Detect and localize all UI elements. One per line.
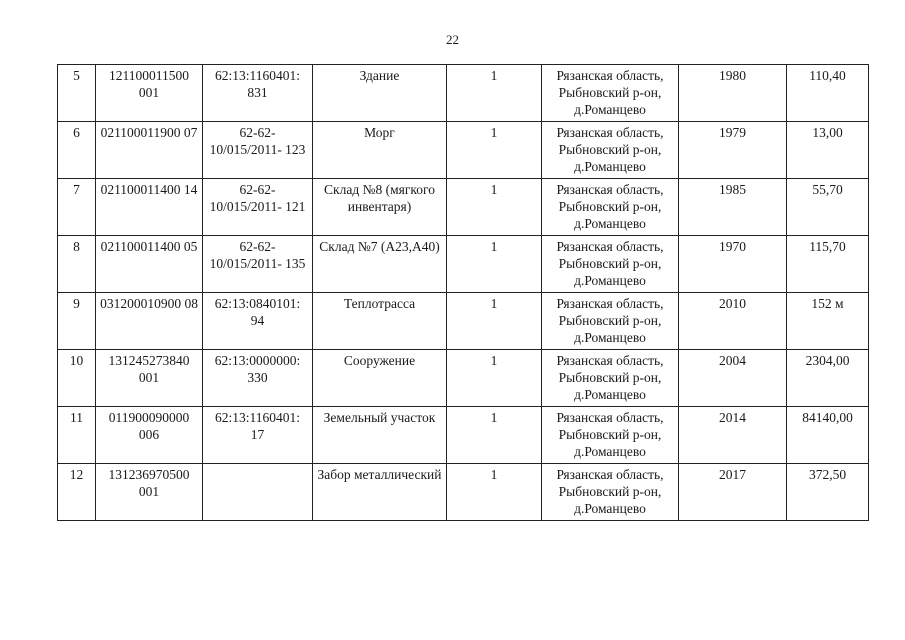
value-cell: 115,70 bbox=[787, 236, 869, 293]
quantity-cell: 1 bbox=[447, 122, 542, 179]
table-row bbox=[58, 407, 869, 464]
table-row bbox=[58, 350, 869, 407]
inventory-number-cell: 131245273840 001 bbox=[96, 350, 203, 407]
property-registry-table bbox=[57, 64, 869, 521]
object-name-cell: Теплотрасса bbox=[313, 293, 447, 350]
row-number-cell: 10 bbox=[58, 350, 96, 407]
value-cell: 13,00 bbox=[787, 122, 869, 179]
address-cell: Рязанская область, Рыбновский р-он, д.Романцево bbox=[542, 122, 679, 179]
inventory-number-cell: 131236970500 001 bbox=[96, 464, 203, 521]
cadastral-number-cell: 62:13:0000000: 330 bbox=[203, 350, 313, 407]
object-name-cell: Склад №8 (мягкого инвентаря) bbox=[313, 179, 447, 236]
row-number-cell: 12 bbox=[58, 464, 96, 521]
cadastral-number-cell: 62-62- 10/015/2011- 135 bbox=[203, 236, 313, 293]
inventory-number-cell: 031200010900 08 bbox=[96, 293, 203, 350]
value-cell: 110,40 bbox=[787, 65, 869, 122]
row-number-cell: 8 bbox=[58, 236, 96, 293]
address-cell: Рязанская область, Рыбновский р-он, д.Романцево bbox=[542, 350, 679, 407]
cadastral-number-cell: 62-62- 10/015/2011- 121 bbox=[203, 179, 313, 236]
table-row bbox=[58, 65, 869, 122]
table-row bbox=[58, 179, 869, 236]
year-cell: 1980 bbox=[679, 65, 787, 122]
address-cell: Рязанская область, Рыбновский р-он, д.Романцево bbox=[542, 179, 679, 236]
year-cell: 1985 bbox=[679, 179, 787, 236]
quantity-cell: 1 bbox=[447, 407, 542, 464]
table-body bbox=[58, 65, 869, 521]
address-cell: Рязанская область, Рыбновский р-он, д.Романцево bbox=[542, 407, 679, 464]
row-number-cell: 5 bbox=[58, 65, 96, 122]
quantity-cell: 1 bbox=[447, 236, 542, 293]
table-row bbox=[58, 122, 869, 179]
table-row bbox=[58, 236, 869, 293]
quantity-cell: 1 bbox=[447, 350, 542, 407]
table-row bbox=[58, 293, 869, 350]
value-cell: 55,70 bbox=[787, 179, 869, 236]
year-cell: 2014 bbox=[679, 407, 787, 464]
address-cell: Рязанская область, Рыбновский р-он, д.Романцево bbox=[542, 293, 679, 350]
inventory-number-cell: 011900090000 006 bbox=[96, 407, 203, 464]
object-name-cell: Здание bbox=[313, 65, 447, 122]
quantity-cell: 1 bbox=[447, 179, 542, 236]
object-name-cell: Сооружение bbox=[313, 350, 447, 407]
quantity-cell: 1 bbox=[447, 293, 542, 350]
value-cell: 152 м bbox=[787, 293, 869, 350]
object-name-cell: Склад №7 (А23,А40) bbox=[313, 236, 447, 293]
row-number-cell: 11 bbox=[58, 407, 96, 464]
cadastral-number-cell: 62:13:1160401: 831 bbox=[203, 65, 313, 122]
cadastral-number-cell: 62-62- 10/015/2011- 123 bbox=[203, 122, 313, 179]
cadastral-number-cell: 62:13:1160401: 17 bbox=[203, 407, 313, 464]
table-row bbox=[58, 464, 869, 521]
quantity-cell: 1 bbox=[447, 464, 542, 521]
inventory-number-cell: 021100011900 07 bbox=[96, 122, 203, 179]
address-cell: Рязанская область, Рыбновский р-он, д.Романцево bbox=[542, 236, 679, 293]
inventory-number-cell: 021100011400 05 bbox=[96, 236, 203, 293]
page-number: 22 bbox=[446, 32, 459, 47]
object-name-cell: Земельный участок bbox=[313, 407, 447, 464]
quantity-cell: 1 bbox=[447, 65, 542, 122]
object-name-cell: Морг bbox=[313, 122, 447, 179]
object-name-cell: Забор металлический bbox=[313, 464, 447, 521]
year-cell: 1970 bbox=[679, 236, 787, 293]
row-number-cell: 6 bbox=[58, 122, 96, 179]
row-number-cell: 9 bbox=[58, 293, 96, 350]
cadastral-number-cell bbox=[203, 464, 313, 521]
address-cell: Рязанская область, Рыбновский р-он, д.Романцево bbox=[542, 464, 679, 521]
year-cell: 1979 bbox=[679, 122, 787, 179]
value-cell: 2304,00 bbox=[787, 350, 869, 407]
year-cell: 2010 bbox=[679, 293, 787, 350]
inventory-number-cell: 021100011400 14 bbox=[96, 179, 203, 236]
address-cell: Рязанская область, Рыбновский р-он, д.Романцево bbox=[542, 65, 679, 122]
value-cell: 84140,00 bbox=[787, 407, 869, 464]
cadastral-number-cell: 62:13:0840101: 94 bbox=[203, 293, 313, 350]
value-cell: 372,50 bbox=[787, 464, 869, 521]
row-number-cell: 7 bbox=[58, 179, 96, 236]
year-cell: 2017 bbox=[679, 464, 787, 521]
inventory-number-cell: 121100011500 001 bbox=[96, 65, 203, 122]
year-cell: 2004 bbox=[679, 350, 787, 407]
